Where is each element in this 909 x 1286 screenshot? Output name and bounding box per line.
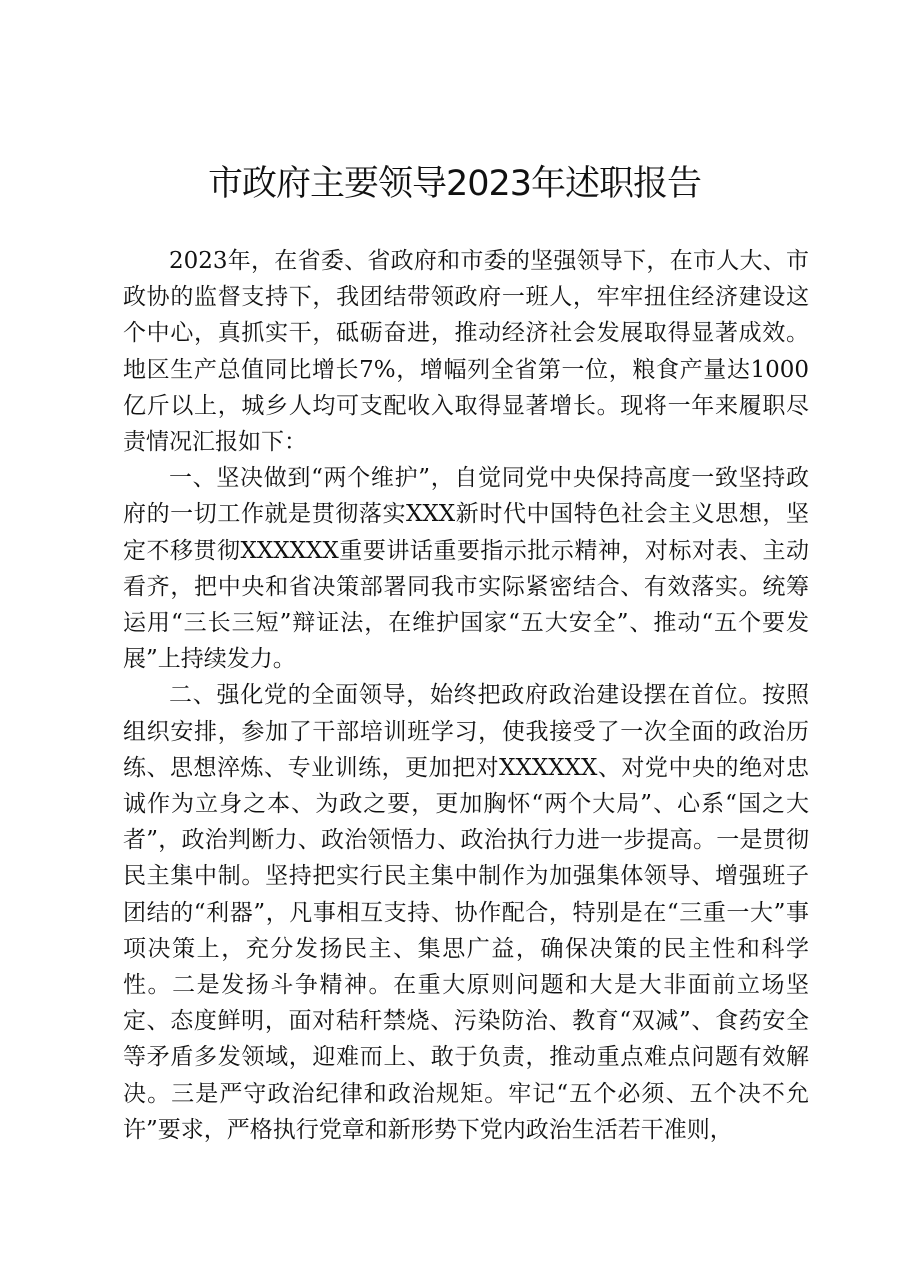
paragraph-intro: 2023年，在省委、省政府和市委的坚强领导下，在市人大、市政协的监督支持下，我团结带领政府一班人，牢牢扭住经济建设这个中心，真抓实干，砥砺奋进，推动经济社会发展取得显著成效。地区生产总值同比增长7%，增幅列全省第一位，粮食产量达1000亿斤以上，城乡人均可支配收入取得显著增长。现将一年来履职尽责情况汇报如下： [123, 248, 809, 456]
paragraph-section-one: 一、坚决做到“两个维护”，自觉同党中央保持高度一致坚持政府的一切工作就是贯彻落实XXX新时代中国特色社会主义思想，坚定不移贯彻XXXXXX重要讲话重要指示批示精神，对标对表、主动看齐，把中央和省决策部署同我市实际紧密结合、有效落实。统筹运用“三长三短”辩证法，在维护国家“五大安全”、推动“五个要发展”上持续发力。 [123, 465, 809, 673]
paragraph-section-two: 二、强化党的全面领导，始终把政府政治建设摆在首位。按照组织安排，参加了干部培训班学习，使我接受了一次全面的政治历练、思想淬炼、专业训练，更加把对XXXXXX、对党中央的绝对忠诚作为立身之本、为政之要，更加胸怀“两个大局”、心系“国之大者”，政治判断力、政治领悟力、政治执行力进一步提高。一是贯彻民主集中制。坚持把实行民主集中制作为加强集体领导、增强班子团结的“利器”，凡事相互支持、协作配合，特别是在“三重一大”事项决策上，充分发扬民主、集思广益，确保决策的民主性和科学性。二是发扬斗争精神。在重大原则问题和大是大非面前立场坚定、态度鲜明，面对秸秆禁烧、污染防治、教育“双减”、食药安全等矛盾多发领域，迎难而上、敢于负责，推动重点难点问题有效解决。三是严守政治纪律和政治规矩。牢记“五个必须、五个决不允许”要求，严格执行党章和新形势下党内政治生活若干准则， [123, 682, 809, 1143]
document-title: 市政府主要领导2023年述职报告 [207, 164, 702, 204]
document-body [123, 243, 809, 1148]
